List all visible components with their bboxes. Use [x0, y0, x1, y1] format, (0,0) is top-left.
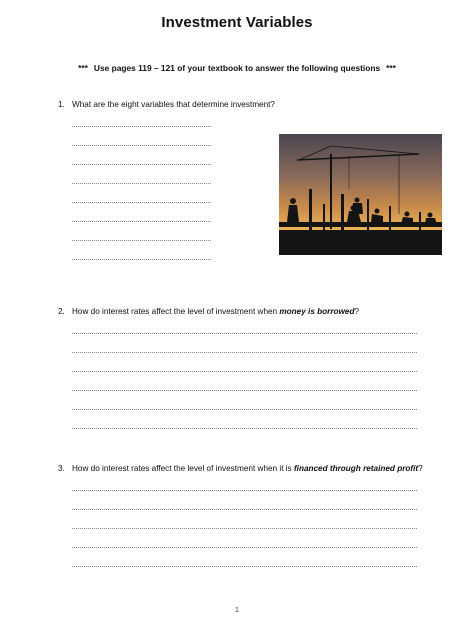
question-3 [58, 464, 423, 473]
question-number: 1. [58, 100, 65, 109]
answer-line[interactable] [72, 409, 417, 410]
question-1 [58, 100, 275, 109]
question-2 [58, 307, 359, 316]
answer-line[interactable] [72, 490, 417, 491]
construction-site-photo [279, 134, 442, 255]
answer-line[interactable] [72, 145, 211, 146]
instruction-stars-left: *** [78, 63, 88, 73]
answer-line[interactable] [72, 371, 417, 372]
answer-line[interactable] [72, 528, 417, 529]
answer-line[interactable] [72, 183, 211, 184]
answer-line[interactable] [72, 333, 417, 334]
page-title: Investment Variables [161, 14, 313, 31]
question-text: What are the eight variables that determine investment? [72, 100, 275, 109]
question-text: How do interest rates affect the level of investment when it is [72, 464, 294, 473]
answer-line[interactable] [72, 202, 211, 203]
instruction-stars-right: *** [386, 63, 396, 73]
answer-line[interactable] [72, 126, 211, 127]
question-text-end: ? [418, 464, 423, 473]
question-emphasis: money is borrowed [279, 307, 355, 316]
answer-line[interactable] [72, 240, 211, 241]
answer-line[interactable] [72, 221, 211, 222]
answer-line[interactable] [72, 164, 211, 165]
instruction-line [0, 63, 474, 73]
question-number: 2. [58, 307, 65, 316]
answer-line[interactable] [72, 352, 417, 353]
page-number: 1 [235, 607, 239, 614]
answer-line[interactable] [72, 259, 211, 260]
answer-line[interactable] [72, 566, 417, 567]
answer-line[interactable] [72, 509, 417, 510]
answer-line[interactable] [72, 547, 417, 548]
question-text-end: ? [354, 307, 360, 316]
question-number: 3. [58, 464, 65, 473]
question-text: How do interest rates affect the level of investment when [72, 307, 280, 316]
answer-line[interactable] [72, 428, 417, 429]
question-emphasis: financed through retained profit [293, 464, 419, 473]
instruction-text: Use pages 119 – 121 of your textbook to answer the following questions [93, 63, 381, 73]
answer-line[interactable] [72, 390, 417, 391]
